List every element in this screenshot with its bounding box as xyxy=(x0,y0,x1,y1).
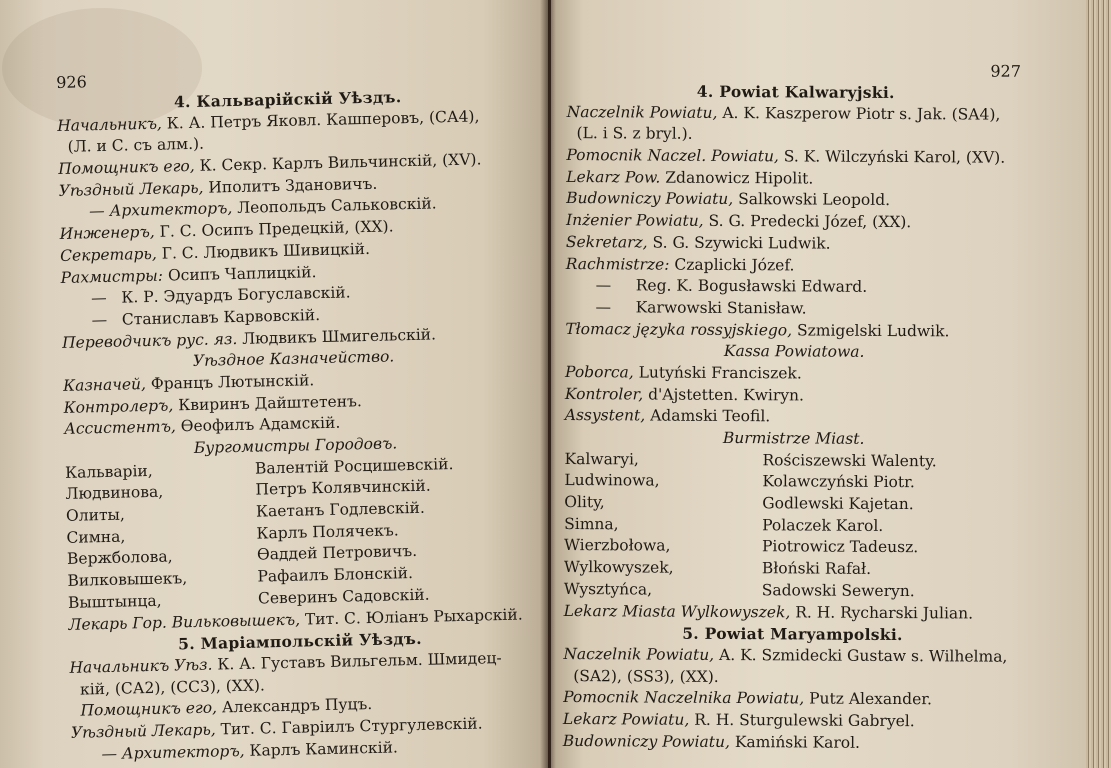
mayor-town: Simna, xyxy=(564,514,619,534)
mayor-name: Piotrowicz Tadeusz. xyxy=(761,537,919,557)
mayor-row xyxy=(564,514,1022,538)
entry-text: Леопольдъ Сальковскій. xyxy=(237,194,437,218)
entry-role: Переводчикъ рус. яз. xyxy=(61,329,238,352)
page-edges xyxy=(1086,0,1111,768)
entry-text: S. G. Predecki Józef, (XX). xyxy=(708,211,912,232)
mayor-name: Ѳаддей Петровичъ. xyxy=(256,542,418,564)
entry-role: — xyxy=(91,310,108,330)
entry-line xyxy=(563,731,1021,755)
section-heading: 5. Powiat Maryampolski. xyxy=(682,623,903,645)
entry-text: Тит. С. Гавріилъ Стургулевскій. xyxy=(220,714,483,739)
entry-line xyxy=(566,145,1024,169)
entry-text: К. А. Петръ Яковл. Кашперовъ, (СА4), xyxy=(166,107,480,133)
entry-role: Inżenier Powiatu, xyxy=(565,211,704,230)
mayor-name: Polaczek Karol. xyxy=(762,515,884,535)
treasury-heading: Kassa Powiatowa. xyxy=(723,342,865,362)
entry-text: Putz Alexander. xyxy=(809,689,932,709)
entry-text: d'Ajstetten. Kwiryn. xyxy=(648,385,805,405)
mayor-name: Валентій Росцишевскій. xyxy=(254,454,454,478)
entry-line xyxy=(565,405,1023,429)
entry-role: Pomocnik Naczel. Powiatu, xyxy=(566,146,779,166)
left-page-text xyxy=(56,62,534,767)
mayor-name: Каетанъ Годлевскій. xyxy=(255,498,425,521)
entry-role: Poborca, xyxy=(565,362,634,382)
entry-text: К. Секр. Карлъ Вильчинскій, (XV). xyxy=(199,150,482,175)
section-heading: 5. Маріампольскій Уѣздъ. xyxy=(177,629,423,654)
entry-line xyxy=(565,362,1023,386)
entry-line xyxy=(566,188,1024,212)
entry-text: Kamiński Karol. xyxy=(734,732,861,752)
entry-role: Рахмистры: xyxy=(60,266,164,287)
mayor-town: Олиты, xyxy=(65,505,125,525)
entry-role: — xyxy=(90,289,107,308)
entry-text: Александръ Пуцъ. xyxy=(221,695,373,717)
mayor-town: Wylkowyszek, xyxy=(563,558,674,577)
mayor-name: Sadowski Seweryn. xyxy=(761,581,915,600)
entry-line xyxy=(563,644,1021,668)
entry-line xyxy=(563,709,1021,733)
entry-text: К. А. Густавъ Вильгельм. Шмидец- xyxy=(217,648,502,674)
entry-line xyxy=(566,253,1024,277)
entry-role: Sekretarz, xyxy=(565,232,648,252)
entry-role: Rachmistrze: xyxy=(565,254,670,274)
left-page xyxy=(0,0,548,768)
entry-text: Reg. K. Bogusławski Edward. xyxy=(635,276,868,297)
mayors-heading: Burmistrze Miast. xyxy=(722,428,865,448)
mayor-town: Выштынца, xyxy=(67,591,162,612)
entry-role: Assystent, xyxy=(564,406,646,425)
entry-role: Lekarz Miasta Wylkowyszek, xyxy=(563,601,791,621)
entry-text: К. Р. Эдуардъ Богуславскій. xyxy=(121,283,351,307)
entry-line xyxy=(564,600,1022,624)
entry-text: кій, (СА2), (СС3), (XX). xyxy=(79,675,266,699)
mayor-row xyxy=(564,535,1022,559)
entry-role: Budowniczy Powiatu, xyxy=(566,189,734,209)
mayor-town: Wierzbołowa, xyxy=(563,536,671,556)
entry-text: (L. i S. z bryl.). xyxy=(576,124,693,144)
entry-role: Казначей, xyxy=(62,374,147,395)
entry-text: R. H. Sturgulewski Gabryel. xyxy=(694,710,915,731)
entry-role: Помощникъ его, xyxy=(57,156,195,179)
page-number: 926 xyxy=(56,72,87,92)
page-number: 927 xyxy=(990,61,1021,81)
entry-role: Начальникъ, xyxy=(57,114,163,135)
mayor-row xyxy=(564,579,1022,603)
entry-role: — xyxy=(595,276,612,295)
entry-text: Тит. С. Юліанъ Рыхарскій. xyxy=(304,605,523,628)
mayor-town: Kalwaryi, xyxy=(564,449,639,469)
entry-role: Tłomacz języka rossyjskiego, xyxy=(565,319,793,339)
entry-text: S. K. Wilczyński Karol, (XV). xyxy=(783,147,1006,167)
entry-text: Salkowski Leopold. xyxy=(738,190,891,210)
entry-role: — xyxy=(595,298,612,317)
mayor-name: Błoński Rafał. xyxy=(761,559,872,578)
entry-role: Pomocnik Naczelnika Powiatu, xyxy=(563,688,805,708)
mayor-town: Кальваріи, xyxy=(64,461,153,482)
entry-role: Budowniczy Powiatu, xyxy=(562,731,730,751)
entry-text: Karwowski Stanisław. xyxy=(635,298,807,318)
mayor-row xyxy=(564,492,1022,516)
entry-role: Уѣздный Лекарь, xyxy=(70,720,216,742)
entry-line xyxy=(565,384,1023,408)
entry-role: — Архитекторъ, xyxy=(88,199,233,221)
entry-line xyxy=(567,102,1025,126)
entry-role: Секретарь, xyxy=(59,244,157,265)
entry-text: S. G. Szywicki Ludwik. xyxy=(652,233,831,253)
entry-role: Инженеръ, xyxy=(59,222,155,244)
entry-line xyxy=(565,319,1023,343)
mayors-heading: Бургомистры Городовъ. xyxy=(193,434,398,457)
mayor-town: Ludwinowa, xyxy=(564,471,660,490)
mayor-row xyxy=(564,449,1022,473)
entry-text: Lutyński Franciszek. xyxy=(638,363,802,383)
entry-text: Г. С. Осипъ Предецкій, (XX). xyxy=(159,217,394,241)
mayor-name: Северинъ Садовскій. xyxy=(257,585,430,608)
entry-line xyxy=(565,297,1023,321)
mayor-name: Карлъ Полячекъ. xyxy=(256,521,399,543)
entry-role: Помощникъ его, xyxy=(80,698,218,720)
entry-text: Szmigelski Ludwik. xyxy=(796,320,950,340)
treasury-heading: Уѣздное Казначейство. xyxy=(192,347,395,371)
entry-role: Lekarz Pow. xyxy=(566,167,661,187)
mayor-name: Godlewski Kajetan. xyxy=(762,494,914,514)
entry-text: Ѳеофилъ Адамскій. xyxy=(180,413,341,436)
entry-line xyxy=(566,210,1024,234)
entry-role: Naczelnik Powiatu, xyxy=(566,102,718,122)
entry-text: Карлъ Каминскій. xyxy=(249,738,399,760)
section-heading: 4. Powiat Kalwaryjski. xyxy=(696,81,895,103)
mayor-town: Вержболова, xyxy=(66,547,173,569)
entry-role: Лекарь Гор. Вильковышекъ, xyxy=(68,610,301,634)
entry-text: A. K. Szmidecki Gustaw s. Wilhelma, xyxy=(719,645,1008,666)
mayor-name: Rościszewski Walenty. xyxy=(762,450,937,470)
mayor-town: Симна, xyxy=(66,527,126,547)
right-page xyxy=(551,0,1091,768)
entry-role: Kontroler, xyxy=(564,384,644,404)
mayor-town: Olity, xyxy=(564,493,605,512)
entry-text: Czaplicki Józef. xyxy=(674,255,795,274)
entry-line xyxy=(566,232,1024,256)
entry-role: Ассистентъ, xyxy=(63,417,177,439)
entry-text: Квиринъ Дайштетенъ. xyxy=(178,391,363,414)
entry-text: Станиславъ Карвовскій. xyxy=(121,305,321,329)
entry-text: (Л. и С. съ алм.). xyxy=(67,135,205,157)
book-gutter xyxy=(540,0,556,768)
entry-text: Францъ Лютынскій. xyxy=(150,371,315,393)
entry-line xyxy=(566,275,1024,299)
entry-text: (SA2), (SS3), (XX). xyxy=(573,666,719,686)
entry-text: A. K. Kaszperow Piotr s. Jak. (SA4), xyxy=(722,103,1001,124)
entry-role: Уѣздный Лекарь, xyxy=(58,178,204,200)
entry-text: Adamski Teofil. xyxy=(650,406,771,426)
entry-role: Контролеръ, xyxy=(63,396,174,417)
mayor-name: Рафаилъ Блонскій. xyxy=(257,564,414,586)
entry-line xyxy=(566,167,1024,191)
entry-text: Людвикъ Шмигельскій. xyxy=(242,325,437,348)
mayor-row xyxy=(564,557,1022,581)
section-heading: 4. Кальварійскій Уѣздъ. xyxy=(173,87,402,112)
entry-role: — Архитекторъ, xyxy=(101,741,245,763)
entry-text: Г. С. Людвикъ Шивицкій. xyxy=(161,239,371,263)
mayor-town: Людвинова, xyxy=(65,483,164,504)
mayor-town: Вилковышекъ, xyxy=(67,569,188,590)
entry-line xyxy=(563,687,1021,711)
entry-role: Naczelnik Powiatu, xyxy=(563,644,715,664)
entry-text: Иполитъ Здановичъ. xyxy=(208,174,378,197)
entry-line xyxy=(563,666,1021,690)
entry-role: Начальникъ Уѣз. xyxy=(69,655,213,677)
entry-text: Zdanowicz Hipolit. xyxy=(665,168,814,188)
entry-role: Lekarz Powiatu, xyxy=(562,709,690,729)
mayor-name: Kolawczyński Piotr. xyxy=(762,472,915,492)
entry-line xyxy=(566,123,1024,147)
entry-text: R. H. Rycharski Julian. xyxy=(795,602,974,622)
mayor-name: Петръ Колявчинскій. xyxy=(255,476,431,499)
mayor-row xyxy=(564,470,1022,494)
mayor-town: Wysztyńca, xyxy=(563,579,653,599)
entry-text: Осипъ Чаплицкій. xyxy=(167,262,317,285)
right-page-text xyxy=(563,58,1025,755)
